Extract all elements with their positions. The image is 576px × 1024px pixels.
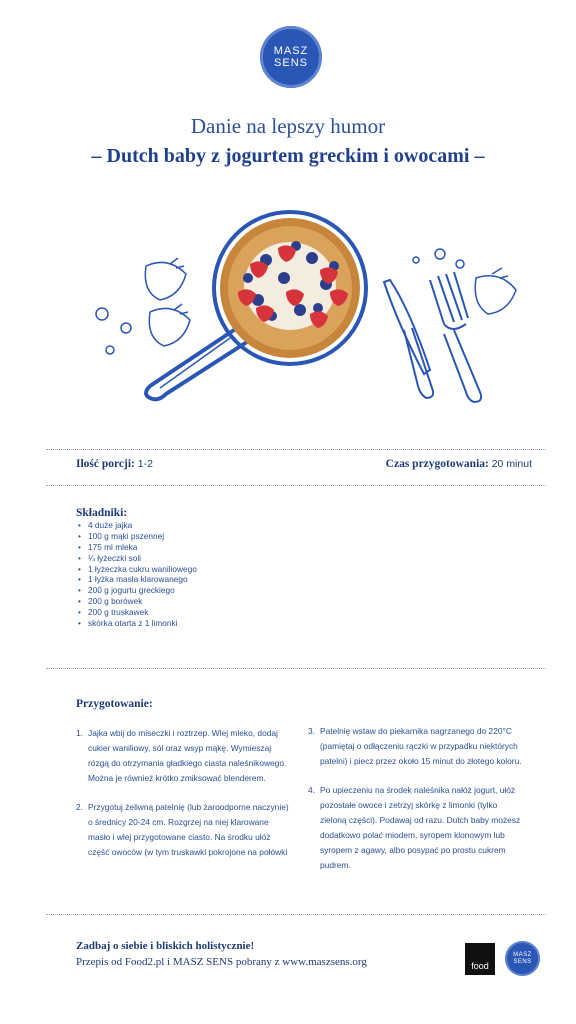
divider [46, 914, 546, 915]
preparation-heading: Przygotowanie: [76, 698, 153, 710]
step-2: 2. Przygotuj żeliwną patelnię (lub żaroodporne naczynie) o średnicy 20-24 cm. Rozgrzej na niej klarowane masło i wlej przygotowane ciasto. Na środku ułóż część owoców (w tym truskawki pokrojone na połówki [76, 802, 289, 857]
list-item: • 175 ml mleka [78, 542, 197, 553]
ingredients-list [78, 520, 197, 629]
divider [46, 485, 546, 486]
step-4: 4. Po upieczeniu na środek naleśnika nałóż jogurt, ułóż pozostałe owoce i zetrzyj skórkę z limonki (tylko zieloną części). Podawaj od razu. Dutch baby możesz dodatkowo polać miodem, syropem klonowym lub syropem z agawy, albo posypać po prostu cukrem pudrem. [308, 785, 521, 870]
fork-icon [430, 272, 481, 402]
list-item: • 200 g jogurtu greckiego [78, 585, 197, 596]
portions: Ilość porcji: 1-2 [76, 458, 153, 470]
masz-sens-logo: MASZ SENS [260, 26, 322, 88]
divider [46, 449, 546, 450]
food2-logo: food [465, 943, 495, 975]
list-item: • 200 g truskawek [78, 607, 197, 618]
list-item: • ¼ łyżeczki soli [78, 553, 197, 564]
recipe-name: – Dutch baby z jogurtem greckim i owocami – [91, 145, 485, 167]
list-item: • 4 duże jajka [78, 520, 197, 531]
list-item: • 1 łyżka masła klarowanego [78, 574, 197, 585]
dutch-baby-illustration [90, 208, 520, 418]
list-item: • 1 łyżeczka cukru waniliowego [78, 564, 197, 575]
list-item: • 200 g borówek [78, 596, 197, 607]
footer-source: Przepis od Food2.pl i MASZ SENS pobrany z www.maszsens.org [76, 956, 367, 968]
masz-sens-small-logo: MASZ SENS [505, 941, 540, 976]
prep-time: Czas przygotowania: 20 minut [385, 458, 532, 470]
ingredients-heading: Składniki: [76, 507, 128, 519]
list-item: • 100 g mąki pszennej [78, 531, 197, 542]
strawberry-outline-icon [145, 258, 190, 346]
strawberry-outline-right-icon [475, 268, 516, 314]
footer-slogan: Zadbaj o siebie i bliskich holistycznie! [76, 940, 255, 952]
page-title: Danie na lepszy humor [190, 114, 386, 138]
step-1: 1. Jajka wbij do miseczki i roztrzep. Wlej mleko, dodaj cukier waniliowy, sól oraz wsyp mąkę. Wymieszaj rózgą do otrzymania gładkiego ciasta naleśnikowego. Można je również krótko zmiksować blenderem. [76, 728, 287, 783]
step-3: 3. Patelnię wstaw do piekarnika nagrzanego do 220°C (pamiętaj o odłączeniu rączki w przypadku niektórych patelni) i piecz przez około 15 minut do złotego koloru. [308, 726, 522, 766]
list-item: • skórka otarta z 1 limonki [78, 618, 197, 629]
divider [46, 668, 546, 669]
knife-icon [384, 280, 433, 398]
